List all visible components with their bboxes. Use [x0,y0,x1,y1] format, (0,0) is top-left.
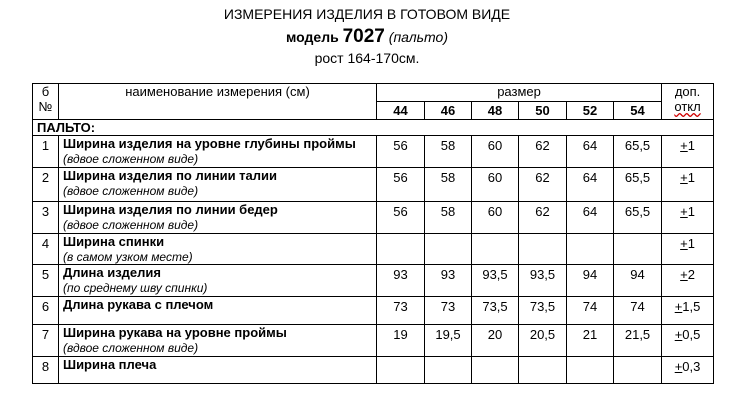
measurement-note: (в самом узком месте) [63,250,193,264]
measurements-table [32,83,714,384]
measurement-name-cell [59,136,377,168]
tolerance-value: 2 [687,267,695,282]
number-column-header: б № [33,84,59,120]
size-cell: 52 [567,102,614,120]
size-cell: 46 [425,102,472,120]
size-cell: 50 [519,102,567,120]
value-cell: 56 [377,202,425,234]
tolerance-cell [662,297,714,325]
measurement-name: Длина изделия [63,265,161,280]
value-cell: 65,5 [614,168,662,202]
value-cell: 65,5 [614,136,662,168]
value-cell [425,234,472,265]
row-number: 2 [33,168,59,202]
tolerance-value: 1,5 [682,299,701,314]
model-number: 7027 [342,26,385,47]
value-cell: 64 [567,202,614,234]
value-cell [472,234,519,265]
value-cell: 94 [614,265,662,297]
value-cell [519,357,567,384]
model-line [0,26,734,48]
section-row [33,120,714,136]
measurement-name-cell [59,234,377,265]
row-number: 4 [33,234,59,265]
value-cell: 58 [425,168,472,202]
measurement-name: Ширина плеча [63,357,157,372]
measurement-name-cell [59,325,377,357]
tolerance-cell [662,234,714,265]
tolerance-value: 0,3 [682,359,701,374]
measurement-name-cell [59,168,377,202]
value-cell: 62 [519,168,567,202]
tolerance-cell [662,202,714,234]
value-cell: 19,5 [425,325,472,357]
value-cell: 93,5 [472,265,519,297]
tolerance-value: 0,5 [682,327,701,342]
size-cell: 48 [472,102,519,120]
value-cell: 60 [472,136,519,168]
tolerance-value: 1 [687,138,695,153]
table-row [33,202,714,234]
tolerance-sign: + [674,327,683,342]
name-column-header: наименование измерения (см) [59,84,377,120]
measurement-name: Ширина изделия по линии талии [63,168,278,183]
value-cell: 56 [377,136,425,168]
value-cell: 74 [614,297,662,325]
table-row [33,297,714,325]
value-cell: 73 [377,297,425,325]
tolerance-sign: + [680,204,688,219]
value-cell [377,234,425,265]
value-cell: 60 [472,202,519,234]
measurement-name-cell [59,297,377,325]
measurement-note: (вдвое сложенном виде) [63,218,199,232]
measurement-note: (вдвое сложенном виде) [63,341,199,355]
measurement-note: (по среднему шву спинки) [63,281,208,295]
value-cell [472,357,519,384]
table-row [33,265,714,297]
value-cell [614,234,662,265]
value-cell: 73,5 [519,297,567,325]
table-row [33,325,714,357]
tolerance-sign: + [674,359,683,374]
tolerance-cell [662,168,714,202]
row-number: 7 [33,325,59,357]
tolerance-sign: + [680,170,688,185]
value-cell: 62 [519,136,567,168]
value-cell: 73 [425,297,472,325]
value-cell: 19 [377,325,425,357]
row-number: 8 [33,357,59,384]
size-cell: 44 [377,102,425,120]
tolerance-cell [662,136,714,168]
measurement-name-cell [59,357,377,384]
value-cell: 20 [472,325,519,357]
table-row [33,136,714,168]
measurement-name: Ширина спинки [63,234,165,249]
row-number: 5 [33,265,59,297]
tolerance-sign: + [680,267,688,282]
value-cell: 94 [567,265,614,297]
value-cell [425,357,472,384]
value-cell [614,357,662,384]
measurement-note: (вдвое сложенном виде) [63,152,199,166]
measurement-name: Ширина рукава на уровне проймы [63,325,287,340]
model-type: (пальто) [388,29,448,45]
row-number: 6 [33,297,59,325]
height-range: рост 164-170см. [314,50,420,66]
row-number: 3 [33,202,59,234]
value-cell: 74 [567,297,614,325]
table-header-row [33,84,714,102]
value-cell [519,234,567,265]
tolerance-sign: + [680,236,688,251]
tolerance-cell [662,325,714,357]
tolerance-value: 1 [687,170,695,185]
value-cell: 58 [425,202,472,234]
table-row [33,168,714,202]
value-cell: 62 [519,202,567,234]
measurement-note: (вдвое сложенном виде) [63,184,199,198]
value-cell [567,357,614,384]
table-row [33,357,714,384]
tolerance-value: 1 [687,236,695,251]
size-column-header: размер [377,84,662,102]
table-row [33,234,714,265]
value-cell: 21 [567,325,614,357]
measurement-name: Длина рукава с плечом [63,297,214,312]
tolerance-sign: + [680,138,688,153]
size-cell: 54 [614,102,662,120]
value-cell: 93 [377,265,425,297]
tolerance-sign: + [674,299,683,314]
value-cell: 93,5 [519,265,567,297]
section-title: ПАЛЬТО: [33,120,714,136]
value-cell: 65,5 [614,202,662,234]
tolerance-value: 1 [687,204,695,219]
value-cell: 73,5 [472,297,519,325]
row-number: 1 [33,136,59,168]
document-title: ИЗМЕРЕНИЯ ИЗДЕЛИЯ В ГОТОВОМ ВИДЕ [223,6,511,22]
value-cell: 93 [425,265,472,297]
value-cell: 64 [567,136,614,168]
value-cell: 58 [425,136,472,168]
tolerance-cell [662,265,714,297]
measurement-name: Ширина изделия по линии бедер [63,202,278,217]
measurement-name-cell [59,202,377,234]
value-cell [377,357,425,384]
value-cell [567,234,614,265]
value-cell: 56 [377,168,425,202]
value-cell: 21,5 [614,325,662,357]
tolerance-column-header: доп. откл [662,84,714,120]
tolerance-cell [662,357,714,384]
measurement-name: Ширина изделия на уровне глубины проймы [63,136,356,151]
model-label: модель [286,29,339,45]
value-cell: 20,5 [519,325,567,357]
value-cell: 60 [472,168,519,202]
measurement-name-cell [59,265,377,297]
value-cell: 64 [567,168,614,202]
